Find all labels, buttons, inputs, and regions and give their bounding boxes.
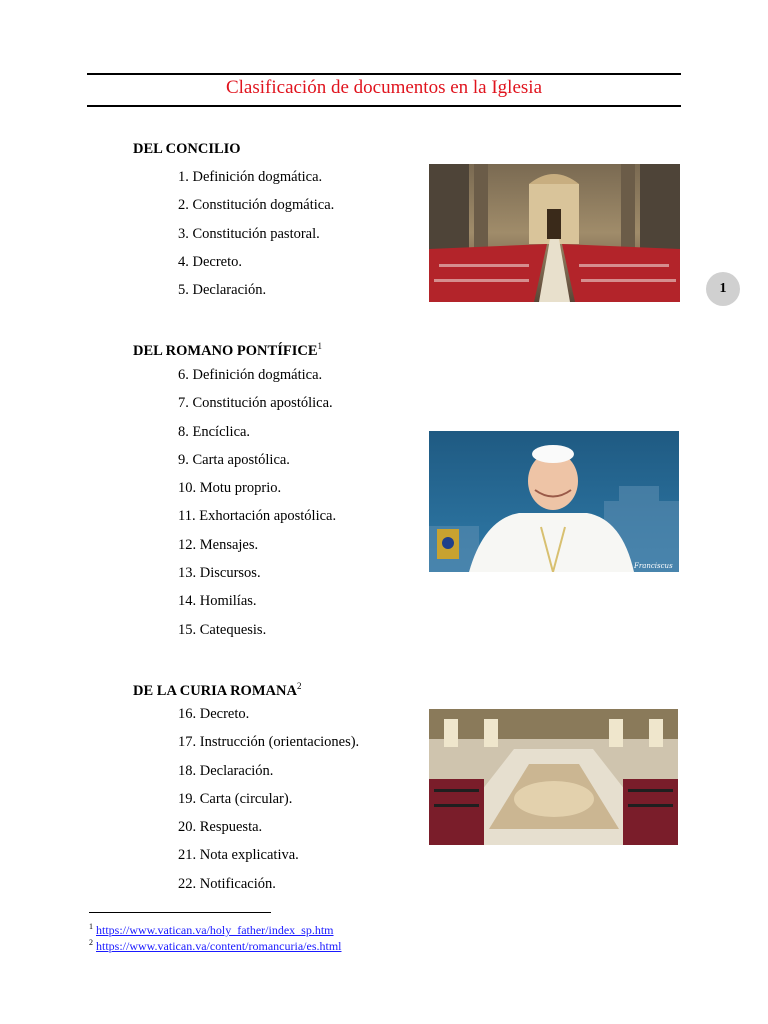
list-item: 22. Notificación. — [178, 875, 276, 892]
footnote-number: 2 — [89, 938, 93, 947]
list-item: 2. Constitución dogmática. — [178, 197, 335, 214]
footnote-link-holy-father[interactable]: https://www.vatican.va/holy_father/index_sp.htm — [96, 923, 334, 937]
title-top-rule — [87, 73, 681, 75]
list-romano-pontifice — [178, 366, 336, 649]
list-item: 20. Respuesta. — [178, 819, 263, 836]
list-item: 5. Declaración. — [178, 282, 267, 299]
list-item: 16. Decreto. — [178, 706, 250, 722]
page-title: Clasificación de documentos en la Iglesia — [225, 77, 543, 98]
footnote-ref: 1 — [317, 341, 322, 351]
footnote-separator — [89, 912, 271, 913]
list-item: 17. Instrucción (orientaciones). — [178, 734, 360, 751]
curia-assembly-photo — [429, 709, 678, 845]
list-item: 3. Constitución pastoral. — [178, 225, 320, 242]
list-item: 11. Exhortación apostólica. — [178, 508, 337, 525]
list-concilio — [178, 168, 334, 309]
list-curia-romana — [178, 705, 359, 903]
footnote-number: 1 — [89, 922, 93, 931]
list-item: 7. Constitución apostólica. — [178, 395, 333, 412]
section-heading-romano-pontifice: DEL ROMANO PONTÍFICE$^1$ — [133, 341, 322, 359]
photo-signature: Franciscus — [634, 562, 673, 570]
list-item: 6. Definición dogmática. — [178, 367, 323, 383]
list-item: 12. Mensajes. — [178, 536, 259, 553]
list-item: 18. Declaración. — [178, 762, 274, 779]
list-item: 14. Homilías. — [178, 593, 257, 610]
footnote-link-romancuria[interactable]: https://www.vatican.va/content/romancuria/es.html — [96, 939, 342, 953]
list-item: 10. Motu proprio. — [178, 480, 282, 497]
list-item: 19. Carta (circular). — [178, 790, 293, 807]
footnote-2 — [89, 935, 342, 954]
pope-portrait-photo — [429, 431, 679, 572]
list-item: 4. Decreto. — [178, 253, 243, 270]
footnote-ref: 2 — [296, 681, 302, 691]
page-number-badge: 1 — [706, 272, 740, 306]
list-item: 21. Nota explicativa. — [178, 847, 299, 864]
list-item: 13. Discursos. — [178, 565, 261, 582]
section-heading-curia-romana: DE LA CURIA ROMANA$^2$ — [133, 681, 302, 699]
list-item: 9. Carta apostólica. — [178, 451, 290, 468]
list-item: 15. Catequesis. — [178, 621, 267, 638]
papal-coat-of-arms-icon — [437, 529, 459, 559]
title-bottom-rule — [87, 105, 681, 107]
section-heading-concilio: DEL CONCILIO — [133, 141, 241, 157]
list-item: 8. Encíclica. — [178, 423, 251, 440]
list-item: 1. Definición dogmática. — [178, 169, 323, 185]
council-basilica-photo — [429, 164, 680, 302]
